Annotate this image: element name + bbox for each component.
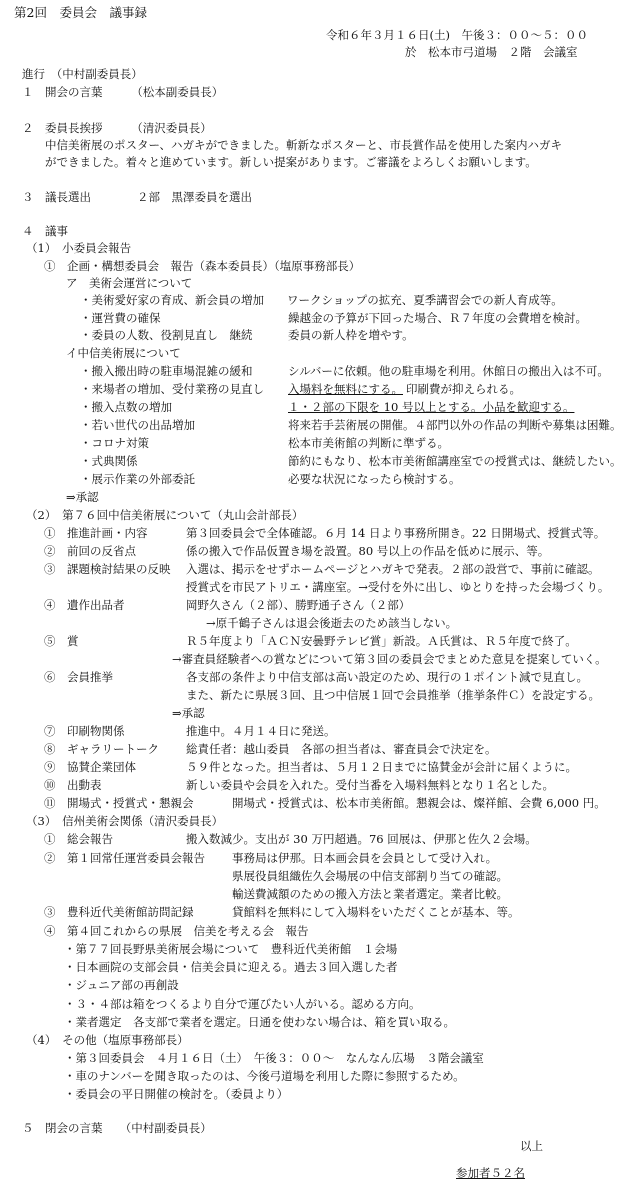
list-item-value: 岡野久さん（２部）、勝野通子さん（２部） — [186, 598, 411, 612]
attendee-count: 参加者５２名 — [456, 1166, 525, 1180]
list-item-value: 委員の新人枠を増やす。 — [288, 328, 414, 342]
list-item-label: ⑩ 出動表 — [44, 778, 102, 792]
list-item-label: ① 推進計画・内容 — [44, 526, 148, 540]
list-item-label: ⑪ 開場式・授賞式・懇親会 — [44, 796, 194, 810]
list-item-value: →原千鶴子さんは退会後逝去のため該当しない。 — [206, 616, 458, 630]
list-item: ・第３回委員会 ４月１６日（土） 午後３：００～ なんなん広場 ３階会議室 — [64, 1051, 484, 1065]
list-item-label: ④ 遺作出品者 — [44, 598, 125, 612]
list-item-value: 総責任者：越山委員 各部の担当者は、審査員会で決定を。 — [186, 742, 497, 756]
list-item-value: Ｒ５年度より「ＡＣＮ安曇野テレビ賞」新設。Ａ氏賞は、Ｒ５年度で終了。 — [186, 634, 577, 648]
list-item-value: 授賞式を市民アトリエ・講座室。→受付を外に出し、ゆとりを持った会場づくり。 — [186, 580, 610, 594]
list-item: ・日本画院の支部会員・信美会員に迎える。過去３回入選した者 — [64, 960, 398, 974]
list-item-value: 入選は、掲示をせずホームページとハガキで発表。２部の設営で、事前に確認。 — [186, 562, 600, 576]
list-item-label: ・式典関係 — [80, 454, 138, 468]
list-item-label: ・展示作業の外部委託 — [80, 472, 195, 486]
list-item-label: ③ 課題検討結果の反映 — [44, 562, 171, 576]
list-item-label: ・搬入点数の増加 — [80, 400, 172, 414]
subsection-heading: （3） 信州美術会関係（清沢委員長） — [26, 814, 224, 828]
list-item-label: ① 総会報告 — [44, 832, 113, 846]
list-item-value: 貸館料を無料にして入場料をいただくことが基本、等。 — [232, 905, 520, 919]
list-item-label: ⑤ 賞 — [44, 634, 79, 648]
list-item-value: 搬入数減少。支出が 30 万円超過。76 回展は、伊那と佐久２会場。 — [186, 832, 537, 846]
list-item-value: 推進中。４月１４日に発送。 — [186, 724, 336, 738]
list-item-value: 事務局は伊那。日本画会員を会員として受け入れ。 — [232, 851, 498, 865]
list-item-value: 繰越金の予算が下回った場合、Ｒ７年度の会費増を検討。 — [288, 311, 587, 325]
item-heading: イ中信美術展について — [66, 346, 181, 360]
list-item: ・３・４部は箱をつくるより自分で運びたい人がいる。認める方向。 — [64, 997, 421, 1011]
section-heading: ５ 閉会の言葉 （中村副委員長） — [22, 1121, 212, 1135]
body-text: ができました。着々と進めています。新しい提案があります。ご審議をよろしくお願いします。 — [45, 155, 537, 169]
list-item-value: １・２部の下限を 10 号以上とする。小品を歓迎する。 — [288, 400, 575, 414]
list-item-value: 新しい委員や会員を入れた。受付当番を入場料無料となり１名とした。 — [186, 778, 554, 792]
list-item-value: 係の搬入で作品仮置き場を設置。80 号以上の作品を低めに展示、等。 — [186, 544, 550, 558]
list-item-label: ・コロナ対策 — [80, 436, 149, 450]
list-item-value: また、新たに県展３回、且つ中信展１回で会員推挙（推挙条件Ｃ）を設定する。 — [186, 688, 600, 702]
list-item-label: ・若い世代の出品増加 — [80, 418, 195, 432]
list-item-value: 各支部の条件より中信支部は高い設定のため、現行の１ポイント減で見直し。 — [186, 670, 589, 684]
section-heading: ３ 議長選出 ２部 黒澤委員を選出 — [22, 190, 252, 204]
list-item-value: 県展役員組織佐久会場展の中信支部割り当ての確認。 — [232, 869, 508, 883]
list-item-label: ⑨ 協賛企業団体 — [44, 760, 136, 774]
section-heading: １ 開会の言葉 （松本副委員長） — [22, 85, 224, 99]
list-item-label: ・委員の人数、役割見直し 継続 — [80, 328, 253, 342]
section-heading: ２ 委員長挨拶 （清沢委員長） — [22, 121, 212, 135]
list-item-label: ・搬入搬出時の駐車場混雑の緩和 — [80, 364, 253, 378]
approval-note: ⇒承認 — [66, 490, 99, 504]
list-item-label: ③ 豊科近代美術館訪問記録 — [44, 905, 194, 919]
list-item-label: ⑦ 印刷物関係 — [44, 724, 125, 738]
list-item: ・委員会の平日開催の検討を。（委員より） — [64, 1087, 289, 1101]
meeting-venue: 於 松本市弓道場 ２階 会議室 — [405, 45, 578, 59]
document-title: 第2回 委員会 議事録 — [14, 5, 147, 20]
list-item-value: ５９件となった。担当者は、５月１２日までに協賛金が会計に届くように。 — [186, 760, 577, 774]
item-heading: ア 美術会運営について — [66, 276, 193, 290]
list-item: ・業者選定 各支部で業者を選定。日通を使わない場合は、箱を買い取る。 — [64, 1015, 455, 1029]
list-item: ・ジュニア部の再創設 — [64, 978, 179, 992]
list-item-value: →審査員経験者への賞などについて第３回の委員会でまとめた意見を提案していく。 — [172, 652, 607, 666]
list-item-value: 必要な状況になったら検討する。 — [288, 472, 461, 486]
subsection-heading: （4） その他（塩原事務部長） — [26, 1033, 189, 1047]
body-text: 中信美術展のポスター、ハガキができました。斬新なポスターと、市長賞作品を使用した案内ハガキ — [45, 138, 563, 152]
list-item-value: 印刷費が抑えられる。 — [406, 382, 521, 396]
list-item-label: ・運営費の確保 — [80, 311, 161, 325]
item-heading: ④ 第４回これからの県展 信美を考える会 報告 — [44, 924, 309, 938]
list-item-value: シルバーに依頼。他の駐車場を利用。休館日の搬出入は不可。 — [288, 364, 609, 378]
subsection-heading: （1） 小委員会報告 — [26, 241, 132, 255]
list-item-value: 開場式・授賞式は、松本市美術館。懇親会は、燦祥館、会費 6,000 円。 — [232, 796, 606, 810]
approval-note: ⇒承認 — [172, 706, 205, 720]
list-item-label: ⑥ 会員推挙 — [44, 670, 113, 684]
list-item-value: 輸送費減額のための搬入方法と業者選定。業者比較。 — [232, 887, 508, 901]
list-item: ・車のナンバーを聞き取ったのは、今後弓道場を利用した際に参照するため。 — [64, 1069, 465, 1083]
list-item: ・美術愛好家の育成、新会員の増加 ワークショップの拡充、夏季講習会での新人育成等。 — [80, 293, 563, 307]
list-item-value: 将来若手芸術展の開催。４部門以外の作品の判断や募集は困難。 — [288, 418, 622, 432]
list-item-value: 入場料を無料にする。 — [288, 382, 403, 396]
section-heading: ４ 議事 — [22, 224, 68, 238]
list-item-value: 節約にもなり、松本市美術館講座室での授賞式は、継続したい。 — [288, 454, 622, 468]
closing-mark: 以上 — [520, 1139, 543, 1153]
list-item-value: 第３回委員会で全体確認。６月 14 日より事務所開き。22 日開場式、授賞式等。 — [186, 526, 606, 540]
facilitator: 進行 （中村副委員長） — [22, 67, 143, 81]
subsection-heading: （2） 第７６回中信美術展について（丸山会計部長） — [26, 508, 304, 522]
list-item-label: ② 第１回常任運営委員会報告 — [44, 851, 205, 865]
list-item-label: ② 前回の反省点 — [44, 544, 136, 558]
item-heading: ① 企画・構想委員会 報告（森本委員長）（塩原事務部長） — [44, 259, 361, 273]
list-item-label: ・来場者の増加、受付業務の見直し — [80, 382, 264, 396]
meeting-datetime: 令和６年３月１６日(土) 午後３：００～５：００ — [326, 28, 588, 42]
list-item: ・第７７回長野県美術展会場について 豊科近代美術館 １会場 — [64, 942, 398, 956]
list-item-value: 松本市美術館の判断に準ずる。 — [288, 436, 449, 450]
list-item-label: ⑧ ギャラリートーク — [44, 742, 159, 756]
